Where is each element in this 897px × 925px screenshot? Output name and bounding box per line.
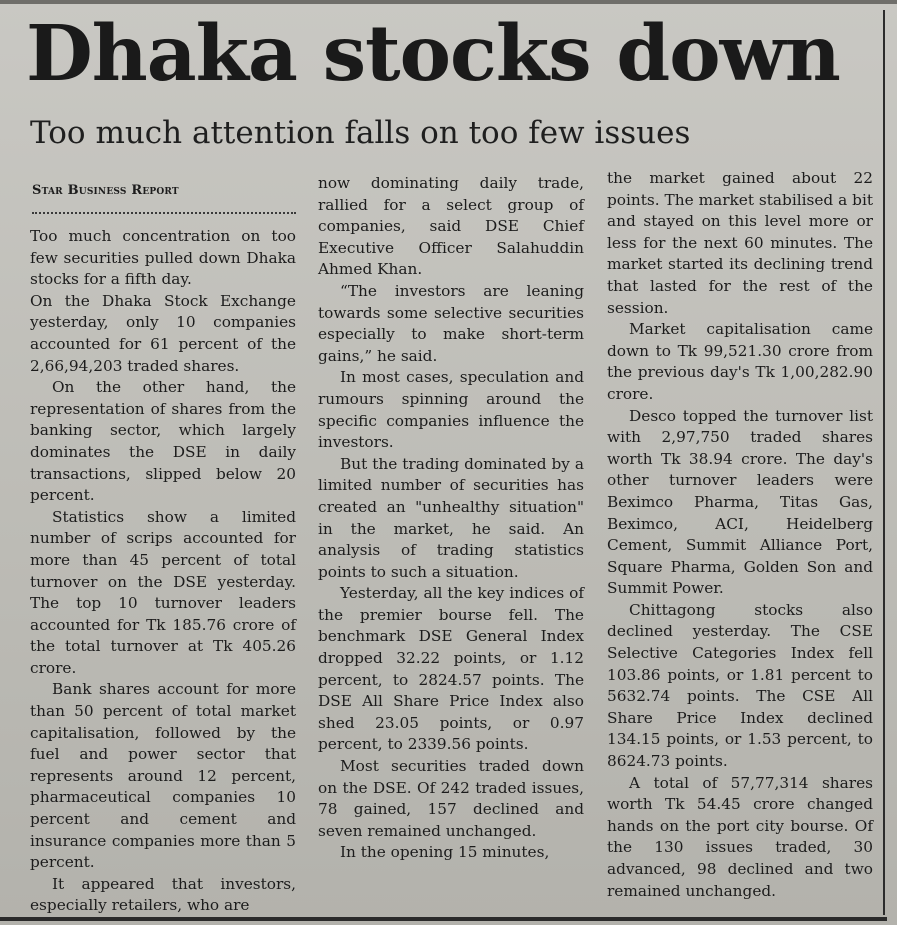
paragraph: In the opening 15 minutes,: [340, 843, 550, 862]
headline: Dhaka stocks down: [26, 9, 840, 99]
paragraph: “The investors are leaning towards some selective securities especially to make short-term gains,” he said.: [318, 281, 584, 365]
bottom-rule: [0, 917, 887, 921]
paragraph: It appeared that investors, especially retailers, who are: [30, 874, 296, 915]
paragraph: Chittagong stocks also declined yesterday. The CSE Selective Categories Index fell 103.86 points, or 1.81 percent to 5632.74 points. The CSE All Share Price Index declined 134.15 points, or 1.53 percent, to 8624.73 points.: [607, 600, 873, 771]
paragraph: Desco topped the turnover list with 2,97,750 traded shares worth Tk 38.94 crore. The day's other turnover leaders were Beximco Pharma, Titas Gas, Beximco, ACI, Heidelberg Cement, Summit Alliance Port, Square Pharma, Golden Son and Summit Power.: [607, 406, 873, 598]
paragraph: But the trading dominated by a limited number of securities has created an "unhealthy situation" in the market, he said. An analysis of trading statistics points to such a situation.: [318, 454, 584, 581]
paragraph: Most securities traded down on the DSE. Of 242 traded issues, 78 gained, 157 declined and seven remained unchanged.: [318, 757, 584, 840]
right-column-rule: [883, 10, 885, 915]
subheadline: Too much attention falls on too few issues: [30, 115, 691, 151]
paragraph: A total of 57,77,314 shares worth Tk 54.45 crore changed hands on the port city bourse. Of the 130 issues traded, 30 advanced, 98 declined and two remained unchanged.: [607, 773, 873, 900]
article-column-1: [30, 226, 296, 917]
paragraph: In most cases, speculation and rumours spinning around the specific companies influence the investors.: [318, 368, 584, 452]
paragraph: Too much concentration on too few securities pulled down Dhaka stocks for a fifth day.: [30, 227, 296, 289]
paragraph: Market capitalisation came down to Tk 99,521.30 crore from the previous day's Tk 1,00,282.90 crore.: [607, 320, 873, 403]
paragraph: now dominating daily trade, rallied for a select group of companies, said DSE Chief Executive Officer Salahuddin Ahmed Khan.: [318, 174, 584, 279]
paragraph: On the other hand, the representation of shares from the banking sector, which largely dominates the DSE in daily transactions, slipped below 20 percent.: [30, 378, 296, 505]
article-column-3: [607, 168, 873, 902]
paragraph: On the Dhaka Stock Exchange yesterday, only 10 companies accounted for 61 percent of the 2,66,94,203 traded shares.: [30, 291, 296, 375]
byline-dotted-rule: [32, 212, 296, 214]
paragraph: Bank shares account for more than 50 percent of total market capitalisation, followed by the fuel and power sector that represents around 12 percent, pharmaceutical companies 10 percent and cement and insurance companies more than 5 percent.: [30, 680, 296, 872]
top-rule: [0, 0, 897, 4]
paragraph: Statistics show a limited number of scrips accounted for more than 45 percent of total turnover on the DSE yesterday. The top 10 turnover leaders accounted for Tk 185.76 crore of the total turnover at Tk 405.26 crore.: [30, 507, 296, 677]
article-column-2: [318, 173, 584, 864]
paragraph: Yesterday, all the key indices of the premier bourse fell. The benchmark DSE General Index dropped 32.22 points, or 1.12 percent, to 2824.57 points. The DSE All Share Price Index also shed 23.05 points, or 0.97 percent, to 2339.56 points.: [318, 584, 584, 754]
paragraph: the market gained about 22 points. The market stabilised a bit and stayed on this level more or less for the next 60 minutes. The market started its declining trend that lasted for the rest of the session.: [607, 169, 873, 317]
byline: Star Business Report: [32, 183, 179, 198]
